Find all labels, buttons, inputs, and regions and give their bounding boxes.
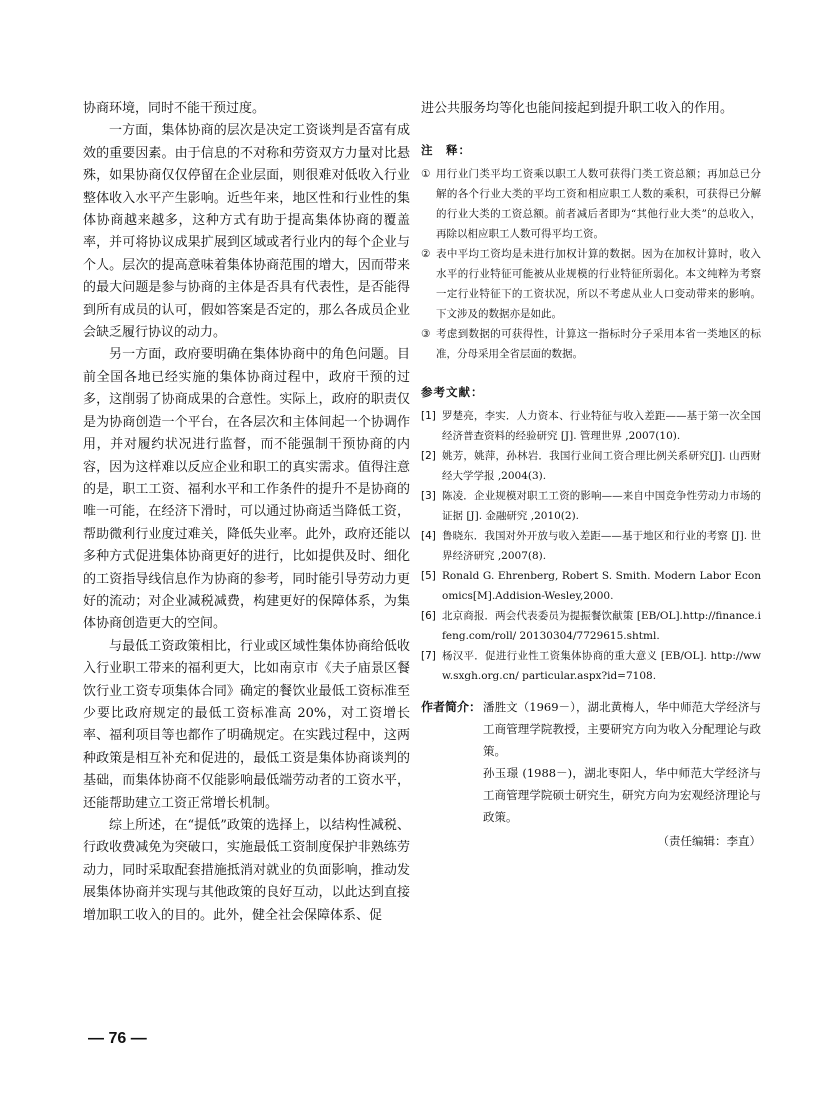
references-title: 参考文献： — [421, 385, 484, 400]
reference-item — [421, 646, 761, 686]
reference-text: 杨汉平．促进行业性工资集体协商的重大意义 [EB/OL]. http://www.sxgh.org.cn/ particular.aspx?id=7108. — [442, 650, 761, 683]
body-paragraph-1: 协商环境，同时不能干预过度。 — [83, 101, 266, 116]
author-bio-label: 作者简介： — [421, 700, 482, 715]
author-bio-2: 孙玉璟 (1988－)，湖北枣阳人，华中师范大学经济与工商管理学院硕士研究生，研究方向为宏观经济理论与政策。 — [483, 766, 761, 825]
reference-text: 陈凌．企业规模对职工工资的影响——来自中国竞争性劳动力市场的证据 [J]. 金融研究 ,2010(2). — [442, 490, 761, 523]
responsible-editor: （责任编辑：李直） — [657, 834, 761, 849]
left-column — [83, 98, 410, 927]
notes-title: 注 释： — [421, 143, 471, 158]
reference-item — [421, 406, 761, 446]
note-item — [421, 244, 761, 324]
note-text: 考虑到数据的可获得性，计算这一指标时分子采用本省一类地区的标准，分母采用全省层面的数据。 — [436, 328, 761, 361]
reference-item — [421, 486, 761, 526]
body-paragraph-5: 综上所述，在“提低”政策的选择上，以结构性减税、行政收费减免为突破口，实施最低工资制度保护非熟练劳动力，同时采取配套措施抵消对就业的负面影响，推动发展集体协商并实现与其他政策的良好互动，以此达到直接增加职工收入的目的。此外，健全社会保障体系、促 — [83, 818, 410, 923]
reference-item — [421, 606, 761, 646]
note-text: 用行业门类平均工资乘以职工人数可获得门类工资总额；再加总已分解的各个行业大类的平均工资和相应职工人数的乘积，可获得已分解的行业大类的工资总额。前者减后者即为“其他行业大类”的总收入，再除以相应职工人数可得平均工资。 — [436, 168, 761, 241]
reference-text: 姚芳，姚萍，孙林岩．我国行业间工资合理比例关系研究[J]. 山西财经大学学报 ,2004(3). — [442, 450, 761, 483]
note-number: ① — [421, 168, 431, 181]
reference-item — [421, 526, 761, 566]
note-number: ③ — [421, 328, 431, 341]
note-item — [421, 324, 761, 364]
author-bio-1: 潘胜文（1969－），湖北黄梅人，华中师范大学经济与工商管理学院教授，主要研究方向为收入分配理论与政策。 — [483, 700, 761, 759]
note-item — [421, 164, 761, 244]
reference-number: [5] — [421, 570, 436, 583]
references-section — [421, 384, 761, 686]
right-column — [421, 98, 761, 852]
reference-text: 北京商报．两会代表委员为提振餐饮献策 [EB/OL].http://finance.ifeng.com/roll/ 20130304/7729615.shtml. — [442, 610, 761, 643]
page-number: — 76 — — [88, 1030, 147, 1047]
reference-number: [6] — [421, 610, 436, 623]
body-paragraph-continued: 进公共服务均等化也能间接起到提升职工收入的作用。 — [421, 101, 734, 116]
reference-number: [1] — [421, 410, 436, 423]
body-paragraph-3: 另一方面，政府要明确在集体协商中的角色问题。目前全国各地已经实施的集体协商过程中，政府干预的过多，这削弱了协商成果的合意性。实际上，政府的职责仅是为协商创造一个平台，在各层次和主体间起一个协调作用，并对履约状况进行监督，而不能强制干预协商的内容，因为这样难以反应企业和职工的真实需求。值得注意的是，职工工资、福利水平和工作条件的提升不是协商的唯一可能，在经济下滑时，可以通过协商适当降低工资，帮助微利行业度过难关，降低失业率。此外，政府还能以多种方式促进集体协商更好的进行，比如提供及时、细化的工资指导线信息作为协商的参考，同时能引导劳动力更好的流动；对企业减税减费，构建更好的保障体系，为集体协商创造更大的空间。 — [83, 347, 410, 632]
reference-number: [7] — [421, 650, 436, 663]
body-paragraph-4: 与最低工资政策相比，行业或区域性集体协商给低收入行业职工带来的福利更大，比如南京市《夫子庙景区餐饮行业工资专项集体合同》确定的餐饮业最低工资标准至少要比政府规定的最低工资标准高 20%，对工资增长率、福利项目等也都作了明确规定。在实践过程中，这两种政策是相互补充和促进的，最低工资是集体协商谈判的基础，而集体协商不仅能影响最低端劳动者的工资水平，还能帮助建立工资正常增长机制。 — [83, 638, 410, 811]
note-text: 表中平均工资均是未进行加权计算的数据。因为在加权计算时，收入水平的行业特征可能被从业规模的行业特征所弱化。本文纯粹为考察一定行业特征下的工资状况，所以不考虑从业人口变动带来的影响。下文涉及的数据亦是如此。 — [436, 248, 761, 321]
reference-text: 罗楚亮，李实．人力资本、行业特征与收入差距——基于第一次全国经济普查资料的经验研究 [J]. 管理世界 ,2007(10). — [442, 410, 761, 443]
reference-number: [4] — [421, 530, 436, 543]
body-paragraph-2: 一方面，集体协商的层次是决定工资谈判是否富有成效的重要因素。由于信息的不对称和劳资双方力量对比悬殊，如果协商仅仅停留在企业层面，则很难对低收入行业整体收入水平产生影响。近些年来，地区性和行业性的集体协商越来越多，这种方式有助于提高集体协商的覆盖率，并可将协议成果扩展到区域或者行业内的每个企业与个人。层次的提高意味着集体协商范围的增大，因而带来的最大问题是参与协商的主体是否具有代表性，是否能得到所有成员的认可，假如答案是否定的，那么各成员企业会缺乏履行协议的动力。 — [83, 123, 410, 341]
note-number: ② — [421, 248, 431, 261]
reference-text: 鲁晓东．我国对外开放与收入差距——基于地区和行业的考察 [J]. 世界经济研究 ,2007(8). — [442, 530, 761, 563]
reference-text: Ronald G. Ehrenberg, Robert S. Smith. Modern Labor Economics[M].Addision-Wesley,2000. — [442, 570, 761, 603]
reference-number: [3] — [421, 490, 436, 503]
author-bio-section — [421, 696, 761, 828]
reference-item — [421, 566, 761, 606]
notes-section — [421, 142, 761, 364]
reference-item — [421, 446, 761, 486]
reference-number: [2] — [421, 450, 436, 463]
author-bio-body — [483, 696, 761, 828]
